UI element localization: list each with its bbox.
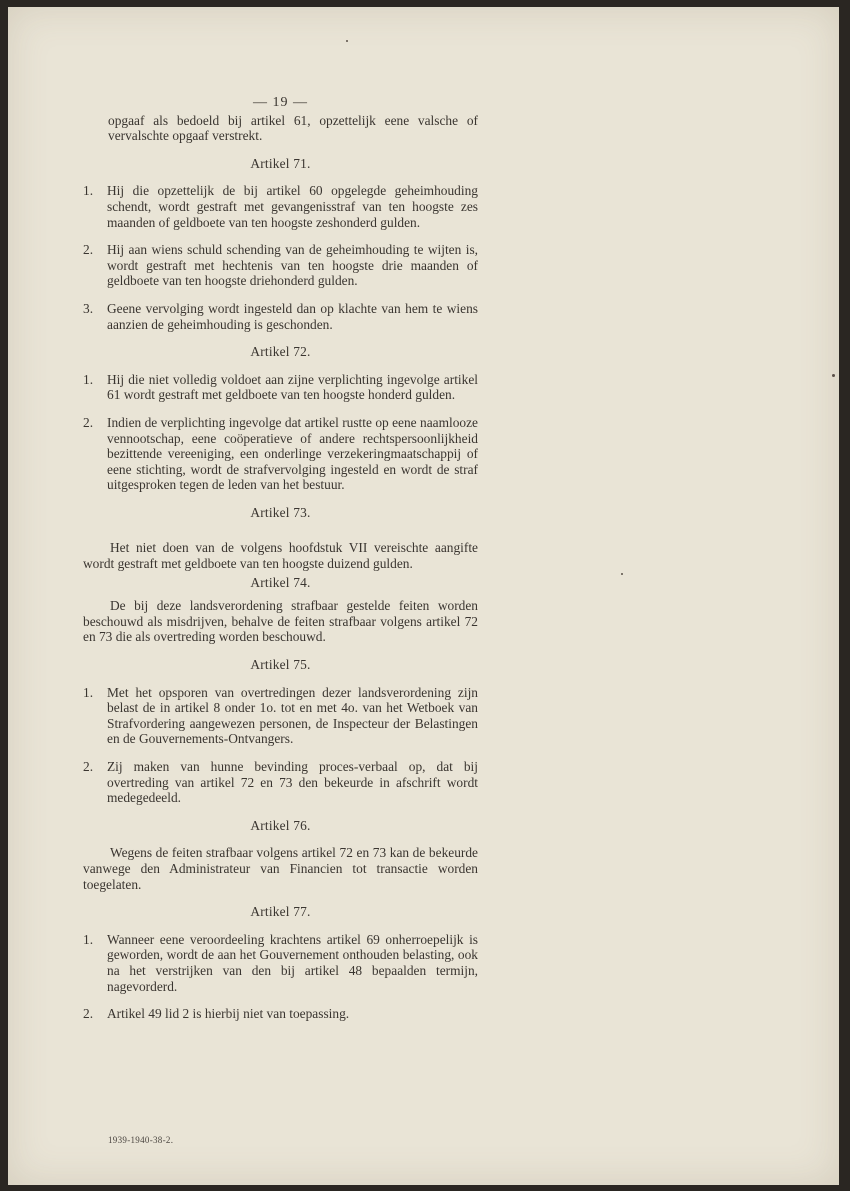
article-75-item-1 bbox=[83, 685, 478, 747]
item-number: 2. bbox=[83, 1006, 94, 1022]
article-73-paragraph: Het niet doen van de volgens hoofdstuk VII vereischte aangifte wordt gestraft met geldboete van ten hoogste duizend gulden. bbox=[83, 540, 478, 572]
item-text: Indien de verplichting ingevolge dat artikel rustte op eene naamlooze vennootschap, eene coöperatieve of andere rechtspersoonlijkheid bezittende vereeniging, een onderlinge verzekeringmaatschappij of eene stichting, wordt de strafvervolging ingesteld en wordt de straf uitgesproken tegen de leden van het bestuur. bbox=[107, 414, 478, 493]
print-code-footer: 1939-1940-38-2. bbox=[108, 1135, 174, 1145]
item-number: 1. bbox=[83, 183, 94, 199]
item-number: 1. bbox=[83, 931, 94, 947]
item-text: Wanneer eene veroordeeling krachtens artikel 69 onherroepelijk is geworden, wordt de aan het Gouvernement onthouden belasting, ook na het verstrijken van den bij artikel 48 bepaalden termijn, nagevorderd. bbox=[107, 931, 478, 994]
article-72-item-2 bbox=[83, 415, 478, 493]
article-76-heading: Artikel 76. bbox=[250, 817, 311, 833]
article-71-item-3 bbox=[83, 301, 478, 332]
item-number: 2. bbox=[83, 759, 94, 774]
item-text: Geene vervolging wordt ingesteld dan op klachte van hem te wiens aanzien de geheimhouding is geschonden. bbox=[107, 300, 478, 332]
article-71-item-1 bbox=[83, 183, 478, 230]
article-71-heading: Artikel 71. bbox=[250, 155, 311, 171]
page-content bbox=[83, 95, 478, 1034]
paper-speck bbox=[346, 40, 348, 42]
article-77-item-1 bbox=[83, 932, 478, 994]
item-text: Hij aan wiens schuld schending van de geheimhouding te wijten is, wordt gestraft met hechtenis van ten hoogste drie maanden of geldboete van ten hoogste driehonderd gulden. bbox=[107, 242, 478, 289]
article-77-heading: Artikel 77. bbox=[250, 904, 311, 920]
article-75-item-2 bbox=[83, 759, 478, 806]
item-number: 2. bbox=[83, 242, 94, 258]
document-page bbox=[8, 7, 839, 1185]
item-number: 2. bbox=[83, 414, 94, 430]
article-72-item-1 bbox=[83, 372, 478, 403]
article-75-heading: Artikel 75. bbox=[250, 657, 311, 673]
intro-text: opgaaf als bedoeld bij artikel 61, opzettelijk eene valsche of vervalschte opgaaf verstrekt. bbox=[108, 112, 478, 144]
article-71-item-2 bbox=[83, 242, 478, 289]
item-text: Artikel 49 lid 2 is hierbij niet van toepassing. bbox=[107, 1006, 350, 1022]
article-74-heading: Artikel 74. bbox=[250, 574, 311, 590]
item-text: Zij maken van hunne bevinding proces-verbaal op, dat bij overtreding van artikel 72 en 73 den bekeurde in afschrift wordt medegedeeld. bbox=[107, 759, 478, 806]
article-77-item-2 bbox=[83, 1006, 478, 1022]
item-number: 1. bbox=[83, 371, 94, 387]
page-number: — 19 — bbox=[253, 95, 308, 110]
item-number: 3. bbox=[83, 300, 94, 316]
item-text: Hij die opzettelijk de bij artikel 60 opgelegde geheimhouding schendt, wordt gestraft met gevangenisstraf van ten hoogste zes maanden of geldboete van ten hoogste zeshonderd gulden. bbox=[107, 183, 478, 230]
article-72-heading: Artikel 72. bbox=[250, 344, 311, 360]
paper-speck bbox=[621, 573, 623, 575]
item-text: Met het opsporen van overtredingen dezer landsverordening zijn belast de in artikel 8 onder 1o. tot en met 4o. van het Wetboek van Strafvordering aangewezen personen, de Inspecteur der Belastingen en de Gouvernements-Ontvangers. bbox=[107, 684, 478, 747]
article-74-paragraph: De bij deze landsverordening strafbaar gestelde feiten worden beschouwd als misdrijven, behalve de feiten strafbaar volgens artikel 72 en 73 die als overtreding worden beschouwd. bbox=[83, 598, 478, 645]
paper-speck bbox=[832, 374, 835, 377]
article-76-paragraph: Wegens de feiten strafbaar volgens artikel 72 en 73 kan de bekeurde vanwege den Administrateur van Financien tot transactie worden toegelaten. bbox=[83, 845, 478, 892]
item-text: Hij die niet volledig voldoet aan zijne verplichting ingevolge artikel 61 wordt gestraft met geldboete van ten hoogste honderd gulden. bbox=[107, 371, 478, 403]
item-number: 1. bbox=[83, 684, 94, 700]
article-73-heading: Artikel 73. bbox=[250, 504, 311, 520]
